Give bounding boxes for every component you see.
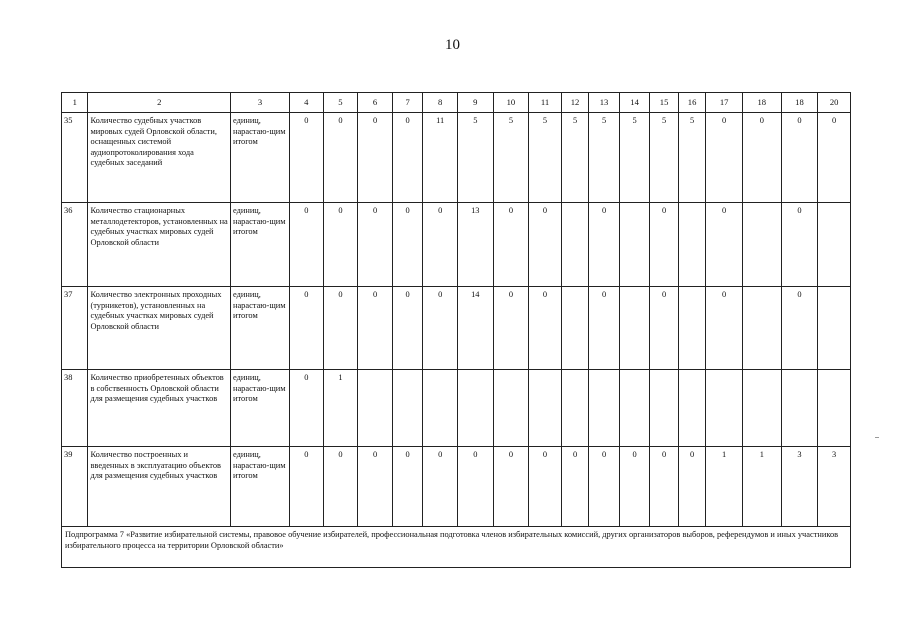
value-cell: 0 [781, 113, 818, 203]
value-cell [529, 370, 562, 447]
row-number: 39 [62, 447, 88, 527]
value-cell: 0 [561, 447, 588, 527]
value-cell: 0 [781, 203, 818, 287]
column-header-6: 6 [358, 93, 393, 113]
column-header-7: 7 [392, 93, 423, 113]
value-cell [493, 370, 529, 447]
row-number: 36 [62, 203, 88, 287]
column-header-11: 11 [529, 93, 562, 113]
value-cell [678, 287, 705, 370]
indicator-name: Количество стационарных металлодетекторов, установленных на судебных участках мировых судей Орловской области [88, 203, 231, 287]
value-cell: 0 [589, 287, 620, 370]
column-header-4: 4 [290, 93, 324, 113]
value-cell: 0 [742, 113, 781, 203]
value-cell: 0 [529, 203, 562, 287]
value-cell: 0 [290, 447, 324, 527]
value-cell [650, 370, 679, 447]
column-header-15: 15 [650, 93, 679, 113]
value-cell: 0 [589, 203, 620, 287]
value-cell: 0 [619, 447, 650, 527]
value-cell [561, 370, 588, 447]
value-cell [423, 370, 458, 447]
value-cell: 0 [650, 447, 679, 527]
table-row [62, 447, 851, 527]
value-cell: 0 [392, 447, 423, 527]
value-cell: 0 [358, 447, 393, 527]
indicator-name: Количество приобретенных объектов в собственность Орловской области для размещения судебных участков [88, 370, 231, 447]
value-cell: 0 [290, 203, 324, 287]
column-header-10: 10 [493, 93, 529, 113]
column-header-14: 14 [619, 93, 650, 113]
value-cell: 1 [323, 370, 358, 447]
value-cell: 13 [457, 203, 493, 287]
column-header-2: 2 [88, 93, 231, 113]
unit-of-measure: единиц, нарастаю-щим итогом [230, 370, 289, 447]
value-cell: 0 [323, 287, 358, 370]
value-cell: 0 [423, 447, 458, 527]
column-header-19: 18 [781, 93, 818, 113]
value-cell [742, 287, 781, 370]
value-cell: 0 [818, 113, 851, 203]
subprogram-row [62, 527, 851, 568]
value-cell: 5 [678, 113, 705, 203]
indicators-table [61, 92, 851, 568]
column-header-20: 20 [818, 93, 851, 113]
value-cell: 5 [457, 113, 493, 203]
table-row [62, 287, 851, 370]
value-cell: 0 [678, 447, 705, 527]
value-cell: 0 [392, 287, 423, 370]
column-header-16: 16 [678, 93, 705, 113]
value-cell [619, 287, 650, 370]
indicator-name: Количество электронных проходных (турникетов), установленных на судебных участках мировых судей Орловской области [88, 287, 231, 370]
value-cell: 3 [818, 447, 851, 527]
value-cell: 0 [650, 287, 679, 370]
value-cell [392, 370, 423, 447]
row-number: 38 [62, 370, 88, 447]
value-cell: 1 [742, 447, 781, 527]
value-cell [619, 370, 650, 447]
value-cell: 0 [493, 447, 529, 527]
value-cell [358, 370, 393, 447]
value-cell [742, 203, 781, 287]
column-header-8: 8 [423, 93, 458, 113]
value-cell [561, 203, 588, 287]
value-cell: 0 [358, 113, 393, 203]
value-cell: 5 [650, 113, 679, 203]
value-cell: 0 [493, 287, 529, 370]
value-cell: 0 [290, 287, 324, 370]
value-cell [781, 370, 818, 447]
value-cell [742, 370, 781, 447]
value-cell: 0 [706, 203, 743, 287]
column-header-18: 18 [742, 93, 781, 113]
row-number: 35 [62, 113, 88, 203]
value-cell [678, 203, 705, 287]
value-cell: 0 [529, 447, 562, 527]
value-cell: 0 [650, 203, 679, 287]
value-cell: 0 [706, 287, 743, 370]
unit-of-measure: единиц, нарастаю-щим итогом [230, 203, 289, 287]
page-number: 10 [445, 37, 460, 53]
column-header-17: 17 [706, 93, 743, 113]
table-header-row [62, 93, 851, 113]
value-cell: 5 [493, 113, 529, 203]
value-cell: 0 [423, 203, 458, 287]
value-cell: 0 [392, 203, 423, 287]
value-cell: 0 [706, 113, 743, 203]
value-cell: 1 [706, 447, 743, 527]
unit-of-measure: единиц, нарастаю-щим итогом [230, 287, 289, 370]
value-cell: 0 [423, 287, 458, 370]
value-cell: 0 [323, 447, 358, 527]
value-cell: 0 [290, 113, 324, 203]
unit-of-measure: единиц, нарастаю-щим итогом [230, 447, 289, 527]
value-cell [561, 287, 588, 370]
value-cell: 0 [392, 113, 423, 203]
value-cell [678, 370, 705, 447]
column-header-12: 12 [561, 93, 588, 113]
row-number: 37 [62, 287, 88, 370]
value-cell: 0 [323, 203, 358, 287]
value-cell: 0 [358, 287, 393, 370]
subprogram-title: Подпрограмма 7 «Развитие избирательной системы, правовое обучение избирателей, профессиональная подготовка членов избирательных комиссий, других организаторов выборов, референдумов и иных участников избирательного процесса на территории Орловской области» [62, 527, 851, 568]
value-cell: 0 [529, 287, 562, 370]
value-cell: 3 [781, 447, 818, 527]
column-header-9: 9 [457, 93, 493, 113]
value-cell [457, 370, 493, 447]
value-cell: 0 [457, 447, 493, 527]
value-cell: 0 [493, 203, 529, 287]
column-header-3: 3 [230, 93, 289, 113]
value-cell: 0 [781, 287, 818, 370]
value-cell [589, 370, 620, 447]
value-cell [619, 203, 650, 287]
value-cell: 5 [589, 113, 620, 203]
value-cell [706, 370, 743, 447]
value-cell: 14 [457, 287, 493, 370]
unit-of-measure: единиц, нарастаю-щим итогом [230, 113, 289, 203]
value-cell [818, 203, 851, 287]
indicator-name: Количество построенных и введенных в эксплуатацию объектов для размещения судебных участков [88, 447, 231, 527]
value-cell: 0 [589, 447, 620, 527]
table-row [62, 203, 851, 287]
indicator-name: Количество судебных участков мировых судей Орловской области, оснащенных системой аудиопротоколирования хода судебных заседаний [88, 113, 231, 203]
scan-mark [875, 437, 879, 438]
column-header-1: 1 [62, 93, 88, 113]
value-cell: 5 [529, 113, 562, 203]
value-cell: 0 [290, 370, 324, 447]
column-header-13: 13 [589, 93, 620, 113]
value-cell: 11 [423, 113, 458, 203]
value-cell: 0 [358, 203, 393, 287]
value-cell: 0 [323, 113, 358, 203]
table-row [62, 113, 851, 203]
value-cell [818, 370, 851, 447]
value-cell [818, 287, 851, 370]
value-cell: 5 [619, 113, 650, 203]
column-header-5: 5 [323, 93, 358, 113]
table-row [62, 370, 851, 447]
value-cell: 5 [561, 113, 588, 203]
